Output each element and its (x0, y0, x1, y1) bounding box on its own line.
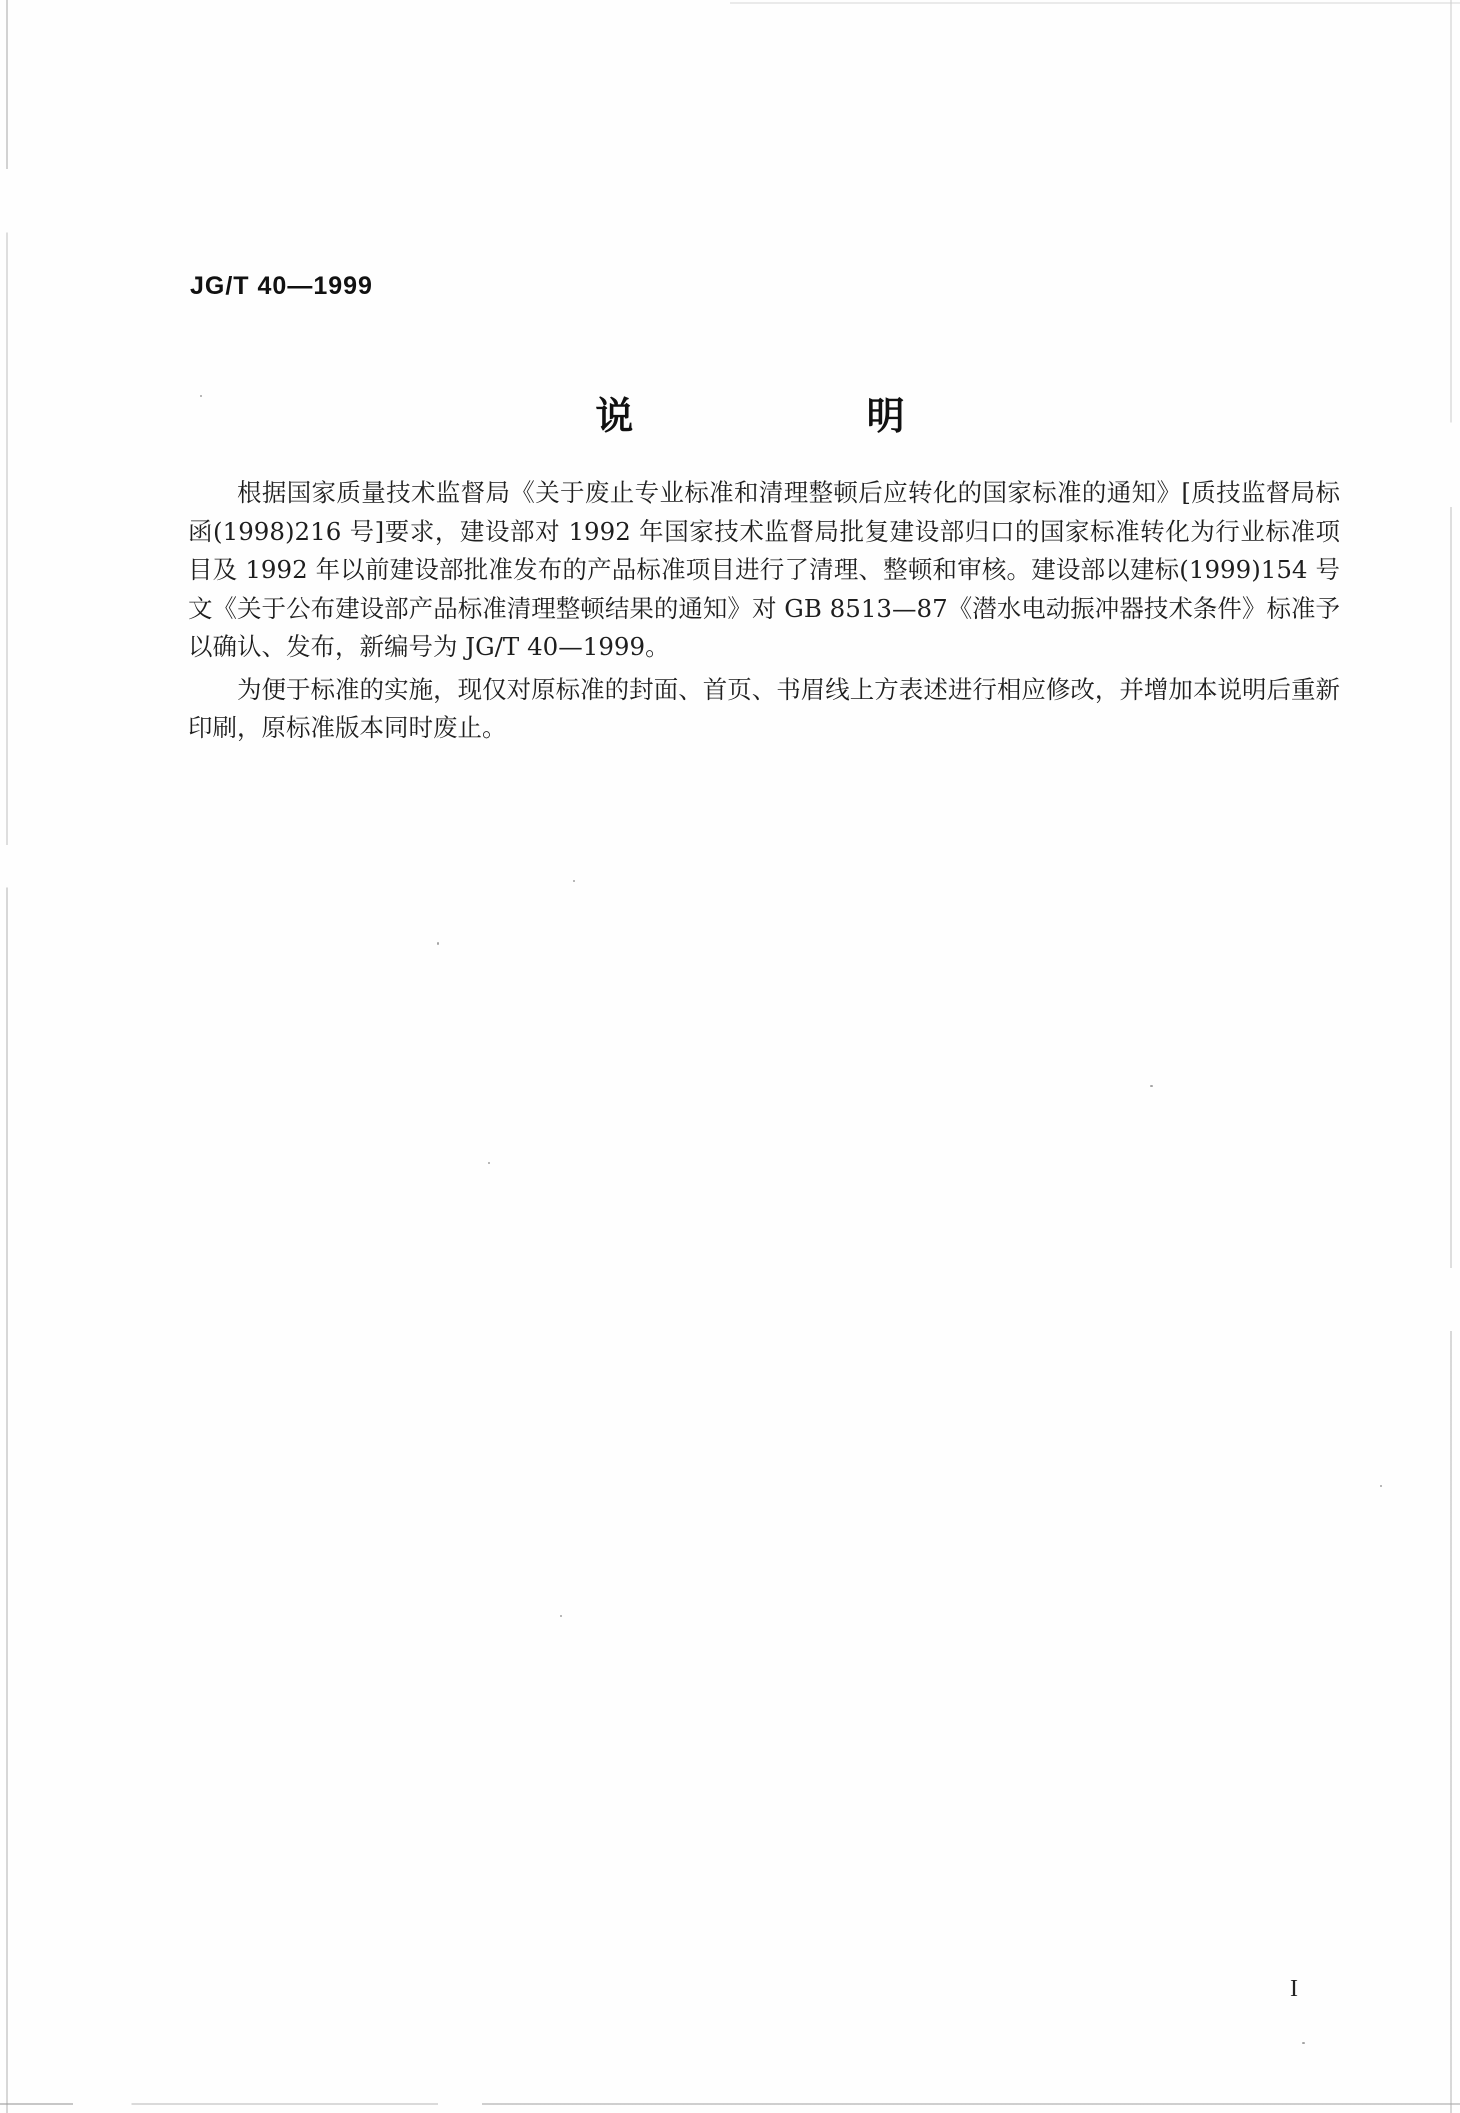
scan-edge-bottom (0, 2103, 1460, 2105)
page-title: 说 明 (595, 394, 1015, 438)
scan-speck (1150, 1085, 1153, 1087)
paragraph-1: 根据国家质量技术监督局《关于废止专业标准和清理整顿后应转化的国家标准的通知》[质技监督局标函(1998)216 号]要求，建设部对 1992 年国家技术监督局批复建设部归口的国家标准转化为行业标准项目及 1992 年以前建设部批准发布的产品标准项目进行了清理、整顿和审核。建设部以建标(1999)154 号文《关于公布建设部产品标准清理整顿结果的通知》对 GB 8513—87《潜水电动振冲器技术条件》标准予以确认、发布，新编号为 JG/T 40—1999。 (188, 478, 1340, 661)
scan-edge-right (1450, 0, 1452, 2113)
scan-edge-left (6, 0, 8, 2113)
standard-code-header: JG/T 40—1999 (190, 272, 373, 300)
scan-speck (560, 1615, 562, 1617)
scan-speck (1380, 1485, 1382, 1487)
scan-speck (200, 395, 202, 397)
scan-edge-top (0, 2, 1460, 4)
scan-speck (488, 1162, 490, 1164)
scan-speck (437, 942, 439, 945)
body-text (188, 474, 1340, 752)
paragraph-2: 为便于标准的实施，现仅对原标准的封面、首页、书眉线上方表述进行相应修改，并增加本说明后重新印刷，原标准版本同时废止。 (188, 674, 1340, 742)
scan-speck (573, 880, 575, 882)
scan-speck (1302, 2042, 1305, 2044)
page-number: I (1290, 1976, 1298, 2002)
